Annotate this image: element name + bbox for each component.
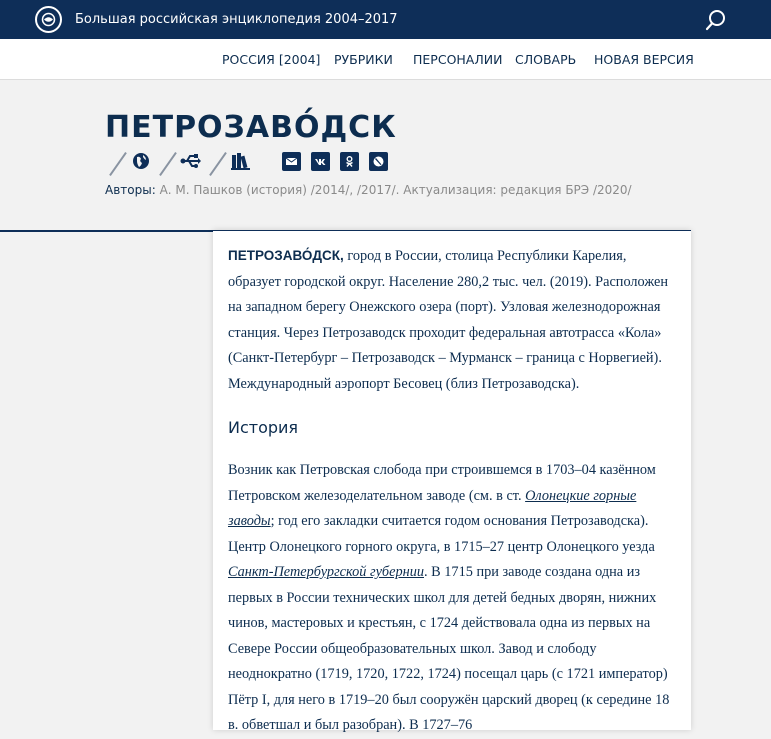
nav-new-version[interactable]: НОВАЯ ВЕРСИЯ [594,52,694,67]
email-icon[interactable] [282,152,301,171]
divider-slash [159,152,177,176]
intro-paragraph [228,243,678,397]
main-nav [0,39,771,80]
authors-line [105,183,632,197]
bre-logo-icon[interactable] [35,6,62,33]
link-olonets-mines[interactable]: Олонецкие горные заводы [228,487,637,529]
globe-icon[interactable] [131,151,151,175]
history-paragraph [228,458,678,739]
nav-dictionary[interactable]: СЛОВАРЬ [515,52,577,67]
history-text: . В 1715 при заводе создана одна из первых в России технических школ для детей бедных дворян, нижних чинов, мастеровых и крестьян, с 1724 действовала одна из первых на Севере России общеобразовательных школ. Завод и слободу неоднократно (1719, 1720, 1722, 1724) посещал царь (с 1721 император) Пётр I, для него в 1719–20 был сооружён царский дворец (к середине 18 в. обветшал и был разобран). В 1727–76 [228,564,670,733]
history-text: Возник как Петровская слобода при строившемся в 1703–04 казённом Петровском железоделательном заводе (см. в ст. [228,462,656,504]
page-title: ПЕТРОЗАВО́ДСК [105,110,397,145]
link-spb-governorate[interactable]: Санкт-Петербургской губернии [228,564,425,580]
history-text: ; год его закладки считается годом основания Петрозаводска). Центр Олонецкого горного округа, в 1715–27 центр Олонецкого уезда [228,513,655,555]
usb-icon[interactable] [180,151,202,175]
article-term: ПЕТРОЗАВО́ДСК, [228,248,344,263]
divider-slash [209,152,227,176]
books-icon[interactable] [230,151,252,175]
vk-icon[interactable] [311,152,330,171]
nav-persons[interactable]: ПЕРСОНАЛИИ [413,52,503,67]
intro-text: город в России, столица Республики Карелия, образует городской округ. Население 280,2 тыс. чел. (2019). Расположен на западном берегу Онежского озера (порт). Узловая железнодорожная станция. Через Петрозаводск проходит федеральная автотрасса «Кола» (Санкт-Петербург – Петрозаводск – Мурманск – граница с Норвегией). Международный аэропорт Бесовец (близ Петрозаводска). [228,248,669,392]
article-body [213,230,691,733]
search-icon[interactable] [705,8,729,32]
authors-text: А. М. Пашков (история) /2014/, /2017/. Актуализация: редакция БРЭ /2020/ [155,183,632,197]
history-heading: История [228,418,299,437]
left-divider [0,230,213,232]
odnoklassniki-icon[interactable] [340,152,359,171]
divider-slash [109,152,127,176]
livejournal-icon[interactable] [369,152,388,171]
nav-rubrics[interactable]: РУБРИКИ [334,52,393,67]
authors-label: Авторы: [105,183,156,197]
site-title[interactable]: Большая российская энциклопедия 2004–2017 [75,12,398,27]
nav-russia-2004[interactable]: РОССИЯ [2004] [222,52,321,67]
top-bar [0,0,771,39]
